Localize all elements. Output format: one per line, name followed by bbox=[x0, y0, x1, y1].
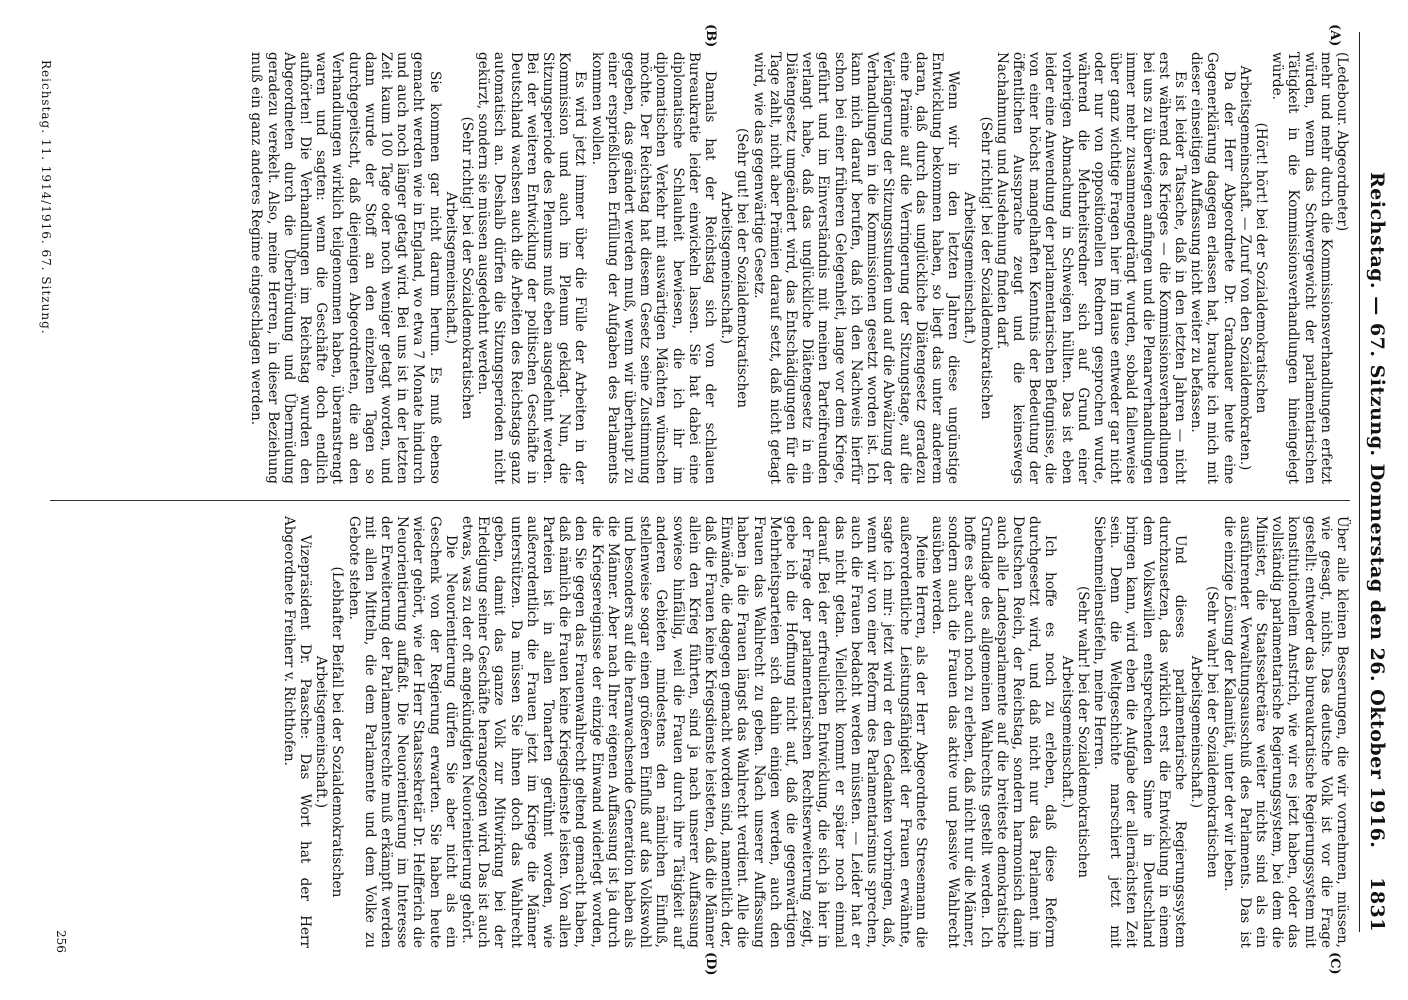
margin-mark-c: (C) bbox=[1327, 952, 1342, 975]
paragraph: Sie kommen gar nicht darum herum. Es muß ebenso gemacht werden wie in England, wo etwa 7 Monate hindurch und auch noch länger getagt wird. Bei uns ist in der letzten Zeit kaum 100 Tage oder noch weniger getagt worden, und dann wurde der Stoff an den einzelnen Tagen so durchgepeitscht, daß diejenigen Abgeordneten, die an den Verhandlungen wirklich teilgenommen haben, überanstrengt waren und sagten: wenn die Geschäfte doch endlich aufhörten! Die Verhandlungen im Reichstag wurden den Abgeordneten durch die Überbürdung und Übermüdung geradezu verekelt. Also, meine Herren, in dieser Beziehung muß ein ganz anderes Regime eingeschlagen werden. bbox=[248, 52, 443, 484]
running-header bbox=[1359, 32, 1390, 932]
interjection: (Sehr wahr! bei der Sozialdemokratischen Arbeitsgemeinschaft.) bbox=[1188, 585, 1221, 879]
margin-mark-b: (B) bbox=[703, 24, 718, 48]
paragraph: mehr und mehr durch die Kommissionsverhandlungen erfetzt würden, wenn das Schwergewicht der parlamentarischen Tätigkeit in die Kommissionsverhandlungen hineingelegt würde. bbox=[1269, 52, 1334, 484]
paragraph: Es wird jetzt immer über die Fülle der Arbeiten in der Kommission und auch im Plenum geklagt. Nun, die Sitzungsperiode des Plenums muß eben ausgedehnt werden. Bei der weiteren Entwicklung der politischen Geschäfte in Deutschland wachsen auch die Arbeiten des Reichstags ganz automatisch an. Deshalb dürfen die Sitzungsperioden nicht gekürzt, sondern sie müssen ausgedehnt werden. bbox=[475, 52, 589, 484]
footer-page-number: 256 bbox=[54, 930, 68, 953]
margin-mark-d: (D) bbox=[703, 952, 718, 976]
speaker-line: (Ledebour. Abgeordneter) bbox=[1334, 52, 1350, 232]
paragraph: Meine Herren, als der Herr Abgeordnete Stresemann die außerordentliche Leistungsfähigkeit der Frauen erwähnte, sagte ich mir: jetzt wird er den Gedanken vorbringen, daß, wenn wir von einer Reform des Parlamentarismus sprechen, auch die Frauen bedacht werden müssten. — Leider hat er das nicht getan. Vielleicht kommt er später noch einmal darauf. Bei der erfreulichen Entwicklung, die sich ja hier in der Frage der parlamentarischen Rechtserweiterung zeigt, gebe ich die Hoffnung nicht auf, daß die gegenwärtigen Mehrheitsparteien sich dahin einigen werden, auch den Frauen das Wahlrecht zu geben. Nach unserer Auffassung haben ja die Frauen längst das Wahlrecht verdient. Alle die Einwände, die dagegen gemacht worden sind, namentlich der, daß die Frauen keine Kriegsdienste leisteten, daß die Männer allein den Krieg führten, sind ja nach unserer Auffassung sowieso hinfällig, weil die Frauen durch ihre Tätigkeit auf anderen Gebieten mindestens den nämlichen Einfluß, stellenweise sogar einen größeren Einfluß auf das Volkswohl und besonders auf die heranwachsende Generation haben als die Männer. Aber nach Ihrer eigenen Auffassung ist ja durch die Kriegsereignisse der einzige Einwand widerlegt worden, den Sie gegen das Frauenwahlrecht geltend gemacht haben, daß nämlich die Frauen keine Kriegsdienste leisten. Von allen Parteien ist in allen Tonarten gerühmt worden, wie außerordentlich die Frauen jetzt im Kriege die Männer unterstützen. Da müssen Sie ihnen doch das Wahlrecht geben, damit das ganze Volk zur Mitwirkung bei der Erledigung seiner Geschäfte herangezogen wird. Das ist auch etwas, was zu der oft angekündigten Neuorientierung gehört. bbox=[459, 516, 929, 948]
interjection: (Sehr richtig! bei der Sozialdemokratischen Arbeitsgemeinschaft.) bbox=[442, 116, 476, 420]
paragraph: Ich hoffe es noch zu erleben, daß diese Reform durchgesetzt wird, und daß nicht nur das Parlament im Deutschen Reich, der Reichstag, sondern harmonisch damit auch alle Landesparlamente auf die breiteste demokratische Grundlage des allgemeinen Wahlrechts gestellt werden. Ich hoffe es aber auch noch zu erleben, daß nicht nur die Männer, sondern auch die Frauen das aktive und passive Wahlrecht ausüben werden. bbox=[928, 516, 1059, 948]
interjection: (Sehr richtig! bei der Sozialdemokratischen Arbeitsgemeinschaft.) bbox=[961, 116, 994, 420]
margin-mark-a: (A) bbox=[1327, 24, 1342, 47]
header-page-number: 1831 bbox=[1366, 877, 1388, 932]
paragraph: Es ist leider Tatsache, daß in den letzten Jahren — nicht erst während des Krieges — die Kommissionsverhandlungen bei uns zu überwiegen anfingen und die Plenarverhandlungen immer mehr zusammengedrängt wurden, sobald fallenweise über ganz wichtige Fragen hier im Hause entweder gar nicht oder nur von oppositionellen Rednern gesprochen wurde, während die Mehrheitsredner sich auf Grund einer vorherigen Abmachung in Schweigen hüllten. Das ist eben leider eine Anwendung der parlamentarischen Befugnisse, die von einer höchst mangelhaften Kenntnis der Bedeutung der öffentlichen Aussprache zeugt und die keineswegs Nachahmung und Ausdehnung finden darf. bbox=[993, 52, 1188, 484]
paragraph: Da der Herr Abgeordnete Dr. Gradnauer heute eine Gegenerklärung dagegen erlassen hat, brauche ich mich mit dieser einseitigen Auffassung nicht weiter zu befassen. bbox=[1188, 52, 1237, 484]
left-column bbox=[70, 52, 1350, 484]
header-title: Reichstag. — 67. Sitzung. Donnerstag den 26. Oktober 1916. bbox=[1366, 172, 1388, 849]
paragraph: Wenn wir in den letzten Jahren diese ungünstige Entwicklung bekommen haben, so liegt das unter anderem daran, daß durch das unglückliche Diätengesetz geradezu eine Prämie auf die Verringerung der Sitzungstage, auf die Verlängerung der Sitzungsstunden und auf die Abwälzung der Verhandlungen in die Kommissionen gesetzt worden ist. Ich kann mich darauf berufen, daß ich den Nachweis hierfür schon bei einer früheren Gelegenheit, lange vor dem Kriege, geführt und im Einverständnis mit meinen Parteifreunden verlangt habe, daß das unglückliche Diätengesetz in ein Diätengesetz umgeändert wird, das Entschädigungen für die Tage zahlt, nicht aber Prämien darauf setzt, daß nicht getagt wird, wie das gegenwärtige Gesetz. bbox=[750, 52, 962, 484]
interjection: (Sehr gut! bei der Sozialdemokratischen Arbeitsgemeinschaft.) bbox=[718, 128, 751, 408]
interjection: (Hört! hört! bei der Sozialdemokratischen Arbeitsgemeinschaft. — Zuruf von den Sozialdemokraten.) bbox=[1236, 65, 1269, 471]
paragraph: Über alle kleinen Besserungen, die wir vornehmen, müssen, wie gesagt, nichts. Das deutsche Volk ist vor die Frage gestellt: entweder das bureaukratische Regierungssystem mit konstitutionellem Anstrich, wie wir es jetzt haben, oder das vollständig parlamentarische Regierungssystem, bei dem die Minister, die Staatssekretäre weiter nichts sind als ein ausführender Verwaltungsausschuß des Parlaments. Das ist die einzige Lösung der Kalamität, unter der wir leben. bbox=[1220, 516, 1350, 948]
paragraph: Damals hat der Reichstag sich von der schlauen Bureaukratie leider einwickeln lassen. Sie hat dabei eine diplomatische Schlauheit bewiesen, die ich ihr im diplomatischen Verkehr mit auswärtigen Mächten wünschen möchte. Der Reichstag hat diesem Gesetz seine Zustimmung gegeben, das geändert werden muß, wenn wir überhaupt zu einer ersprießlichen Erfüllung der Aufgaben des Parlaments kommen wollen. bbox=[588, 52, 719, 484]
paragraph: Und dieses parlamentarische Regierungssystem durchzusetzen, das wirklich erst die Entwicklung in einem dem Volkswillen entsprechenden Sinne in Deutschland bringen kann, wird eben die Aufgabe der allernächsten Zeit sein. Denn die Weltgeschichte marschiert jetzt mit Siebenmeilenstiefeln, meine Herren. bbox=[1090, 516, 1188, 948]
interjection: (Sehr wahr! bei der Sozialdemokratischen Arbeitsgemeinschaft.) bbox=[1058, 585, 1091, 879]
column-divider bbox=[50, 500, 1350, 501]
footer-source: Reichstag. 11. 1914/1916. 67. Sitzung. bbox=[39, 60, 53, 335]
interjection: (Lebhafter Beifall bei der Sozialdemokratischen Arbeitsgemeinschaft.) bbox=[313, 566, 346, 898]
right-column bbox=[70, 516, 1350, 948]
paragraph: Die Neuorientierung dürfen Sie aber nicht als ein Geschenk von der Regierung erwarten. Sie haben heute wieder gehört, wie der Herr Staatssekretär Dr. Helfferich die Neuorientierung auffaßt. Die Neuorientierung im Interesse der Erweiterung der Parlamentsrechte muß erkämpft werden mit allen Mitteln, die dem Parlamente und dem Volke zu Gebote stehen. bbox=[345, 516, 459, 948]
speaker-line: Vizepräsident Dr. Paasche: Das Wort hat der Herr Abgeordnete Freiherr v. Richthofen. bbox=[280, 516, 313, 948]
